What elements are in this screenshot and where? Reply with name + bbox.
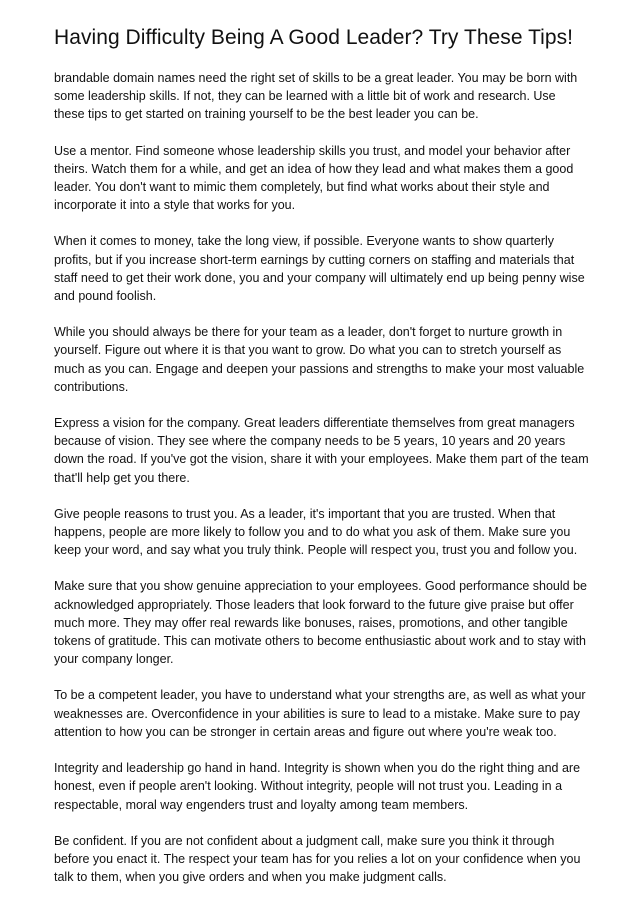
paragraph-intro: brandable domain names need the right set of skills to be a great leader. You may be born with some leadership skills. If not, they can be learned with a little bit of work and research. Use these tips to get started on training yourself to be the best leader you can be. xyxy=(54,71,578,122)
paragraph-mentor: Use a mentor. Find someone whose leadership skills you trust, and model your behavior after theirs. Watch them for a while, and get an idea of how they lead and what makes them a good leader. You don't want to mimic them completely, but find what works about their style and incorporate it into a style that works for you. xyxy=(54,143,574,213)
paragraph-growth: While you should always be there for your team as a leader, don't forget to nurture growth in yourself. Figure out where it is that you want to grow. Do what you can to stretch yourself as much as you can. Engage and deepen your passions and strengths to make your most valuable contributions. xyxy=(54,325,585,394)
document-title: Having Difficulty Being A Good Leader? Try These Tips! xyxy=(54,26,574,49)
paragraph-confidence: Be confident. If you are not confident about a judgment call, make sure you think it through before you enact it. The respect your team has for you relies a lot on your confidence when you talk to them, when you give orders and when you make judgment calls. xyxy=(54,833,581,885)
paragraph-trust: Give people reasons to trust you. As a leader, it's important that you are trusted. When that happens, people are more likely to follow you and to do what you ask of them. Make sure you keep your word, and say what you truly think. People will respect you, trust you and follow you. xyxy=(54,506,578,558)
paragraph-vision: Express a vision for the company. Great leaders differentiate themselves from great managers because of vision. They see where the company needs to be 5 years, 10 years and 20 years down the road. If you've got the vision, share it with your employees. Make them part of the team that'll help get you there. xyxy=(54,416,589,485)
paragraph-strengths: To be a competent leader, you have to understand what your strengths are, as well as what your weaknesses are. Overconfidence in your abilities is sure to lead to a mistake. Make sure to pay attention to how you can be stronger in certain areas and figure out where you're weak too. xyxy=(54,688,586,739)
paragraph-money: When it comes to money, take the long view, if possible. Everyone wants to show quarterly profits, but if you increase short-term earnings by cutting corners on staffing and materials that staff need to get their work done, you and your company will ultimately end up being penny wise and pound foolish. xyxy=(54,234,585,304)
paragraph-appreciation: Make sure that you show genuine appreciation to your employees. Good performance should be acknowledged appropriately. Those leaders that look forward to the future give praise but offer much more. They may offer real rewards like bonuses, raises, promotions, and other tangible tokens of gratitude. This can motivate others to become enthusiastic about work and to stay with your company longer. xyxy=(54,579,587,667)
paragraph-integrity: Integrity and leadership go hand in hand. Integrity is shown when you do the right thing and are honest, even if people aren't looking. Without integrity, people will not trust you. Leading in a respectable, moral way engenders trust and loyalty among team members. xyxy=(54,761,581,812)
document-page xyxy=(54,24,589,904)
